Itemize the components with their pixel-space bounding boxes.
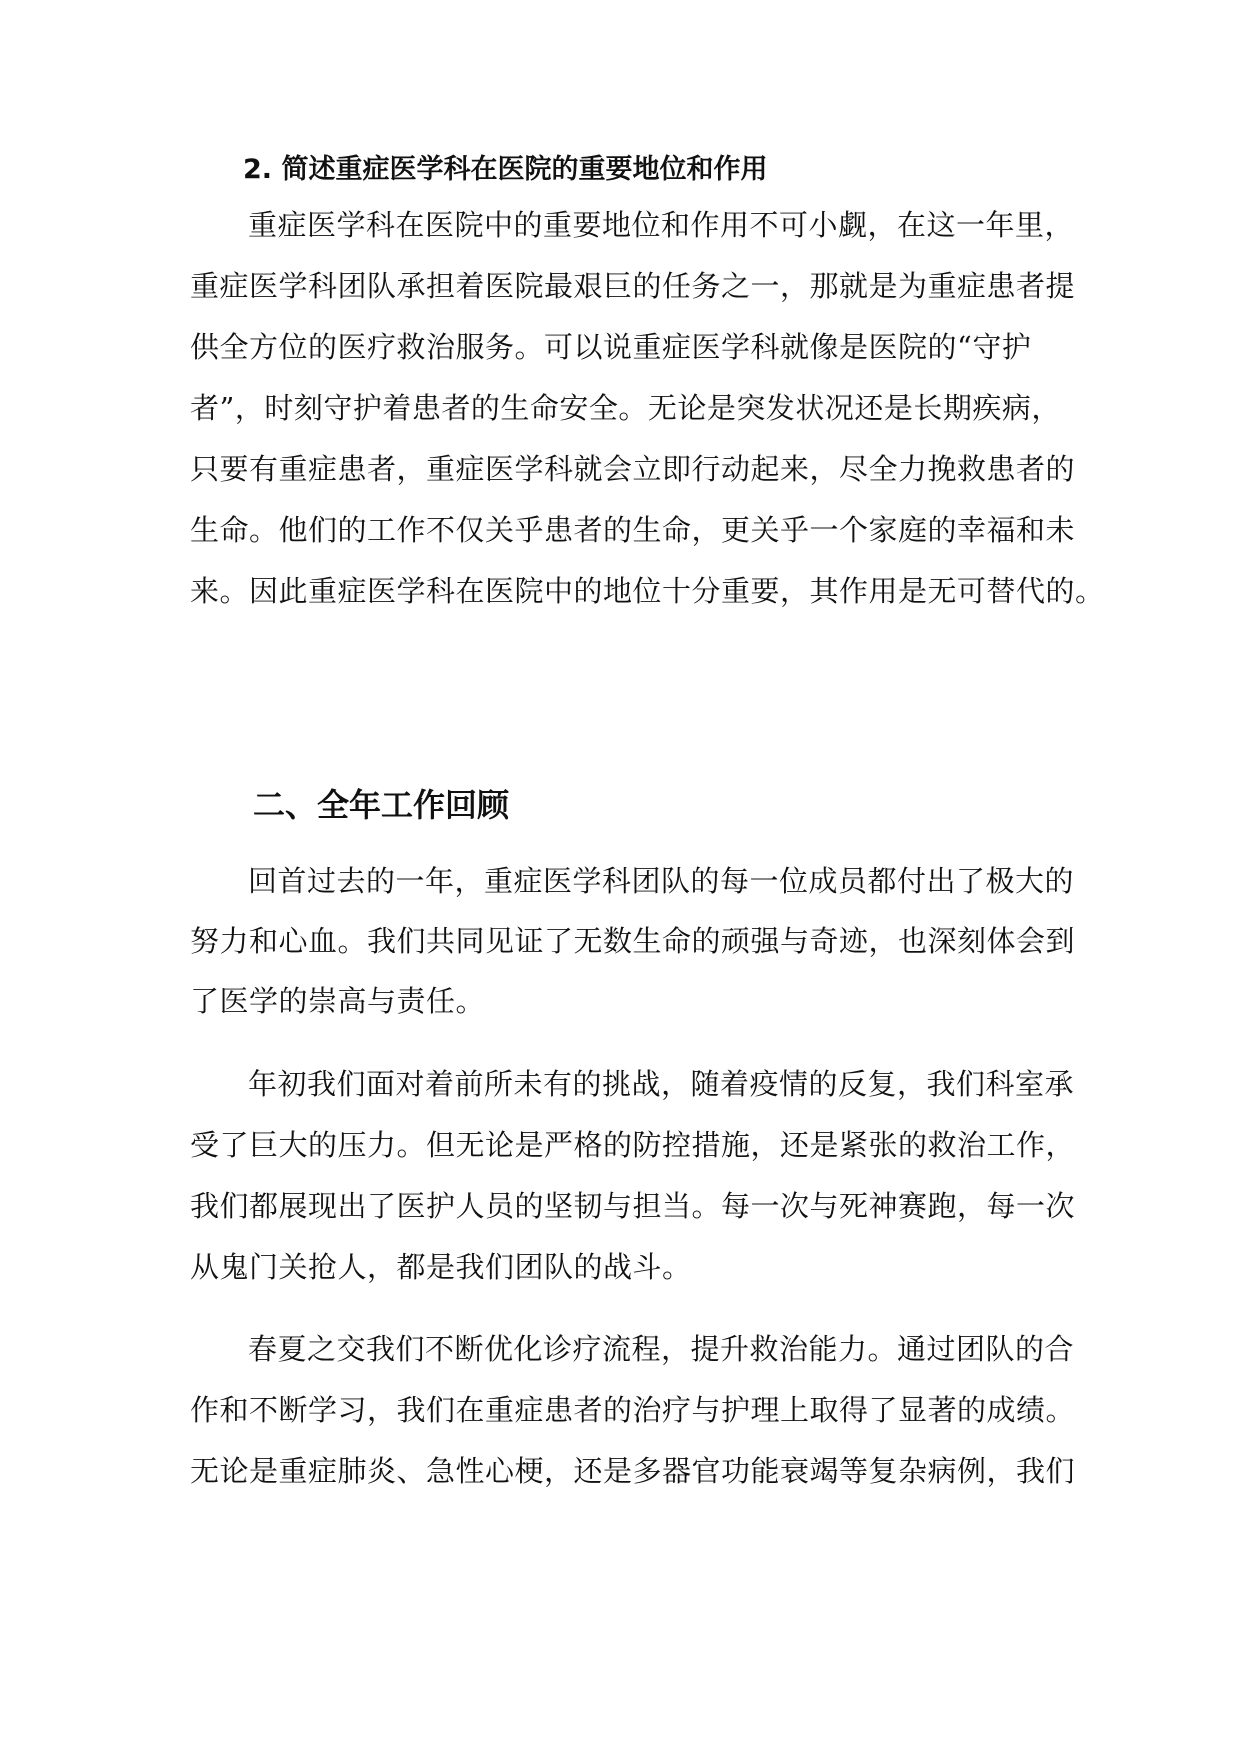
paragraph-line: 来。因此重症医学科在医院中的地位十分重要，其作用是无可替代的。 [190,574,1105,608]
paragraph-line: 了医学的崇高与责任。 [190,984,486,1018]
paragraph-line: 只要有重症患者，重症医学科就会立即行动起来，尽全力挽救患者的 [190,452,1076,486]
paragraph-line: 供全方位的医疗救治服务。可以说重症医学科就像是医院的“守护 [190,330,1032,364]
paragraph-line: 我们都展现出了医护人员的坚韧与担当。每一次与死神赛跑，每一次 [190,1189,1076,1223]
paragraph-line: 年初我们面对着前所未有的挑战，随着疫情的反复，我们科室承 [248,1067,1075,1101]
paragraph-line: 无论是重症肺炎、急性心梗，还是多器官功能衰竭等复杂病例，我们 [190,1454,1076,1488]
paragraph-line: 努力和心血。我们共同见证了无数生命的顽强与奇迹，也深刻体会到 [190,924,1076,958]
paragraph-line: 者”，时刻守护着患者的生命安全。无论是突发状况还是长期疾病， [190,391,1061,425]
paragraph-line: 作和不断学习，我们在重症患者的治疗与护理上取得了显著的成绩。 [190,1393,1076,1427]
paragraph-line: 重症医学科在医院中的重要地位和作用不可小觑，在这一年里， [248,208,1075,242]
paragraph-line: 重症医学科团队承担着医院最艰巨的任务之一，那就是为重症患者提 [190,269,1076,303]
section-subheading: 2. 简述重症医学科在医院的重要地位和作用 [243,154,768,185]
paragraph-line: 从鬼门关抢人，都是我们团队的战斗。 [190,1250,692,1284]
paragraph-line: 春夏之交我们不断优化诊疗流程，提升救治能力。通过团队的合 [248,1332,1075,1366]
paragraph-line: 回首过去的一年，重症医学科团队的每一位成员都付出了极大的 [248,864,1075,898]
paragraph-line: 受了巨大的压力。但无论是严格的防控措施，还是紧张的救治工作， [190,1128,1076,1162]
paragraph-line: 生命。他们的工作不仅关乎患者的生命，更关乎一个家庭的幸福和未 [190,513,1076,547]
section-heading: 二、全年工作回顾 [253,786,510,824]
